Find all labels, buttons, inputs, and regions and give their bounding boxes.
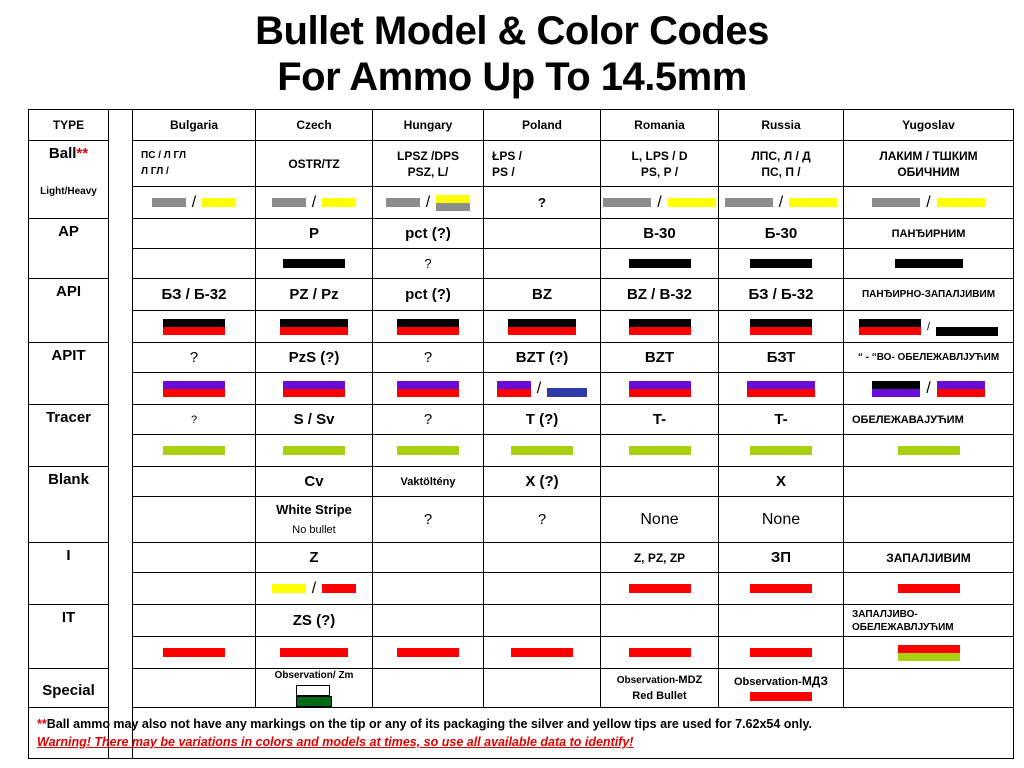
header-czech: Czech <box>256 110 373 141</box>
it-color-yugoslav <box>844 637 1014 669</box>
header-poland: Poland <box>484 110 601 141</box>
ball-color-bulgaria: / <box>133 187 256 219</box>
it-color-bulgaria <box>133 637 256 669</box>
blank-czech: Cv <box>256 467 373 497</box>
apit-color-yugoslav: / <box>844 373 1014 405</box>
ap-color-russia <box>719 249 844 279</box>
i-color-poland <box>484 573 601 605</box>
type-ap: AP <box>29 219 109 279</box>
ap-czech: P <box>256 219 373 249</box>
color-code-table <box>28 109 1014 759</box>
it-yugoslav: ЗАПАЛJИВО- ОБЕЛЕЖАВЛJУЋИМ <box>844 605 1014 637</box>
ap-color-hungary: ? <box>373 249 484 279</box>
special-czech: Observation/ Zm <box>256 669 373 708</box>
ap-bulgaria <box>133 219 256 249</box>
tracer-color-hungary <box>373 435 484 467</box>
apit-color-poland: / <box>484 373 601 405</box>
apit-poland: BZT (?) <box>484 343 601 373</box>
api-color-yugoslav: / <box>844 311 1014 343</box>
yellow-tip <box>668 198 716 207</box>
blank-bulgaria <box>133 467 256 497</box>
blank-romania <box>601 467 719 497</box>
i-hungary <box>373 543 484 573</box>
i-yugoslav: ЗАПАЛJИВИМ <box>844 543 1014 573</box>
api-romania: BZ / B-32 <box>601 279 719 311</box>
api-russia: БЗ / Б-32 <box>719 279 844 311</box>
silver-tip <box>386 198 420 207</box>
ap-color-yugoslav <box>844 249 1014 279</box>
api-yugoslav: ПАНЂИРНО-ЗАПАЛJИВИМ <box>844 279 1014 311</box>
blank-russia: X <box>719 467 844 497</box>
ball-hungary: LPSZ /DPS PSZ, L/ <box>373 141 484 187</box>
tracer-color-romania <box>601 435 719 467</box>
i-color-romania <box>601 573 719 605</box>
lime-tip <box>283 446 345 455</box>
black-tip <box>895 259 963 268</box>
type-it: IT <box>29 605 109 669</box>
ball-yugoslav: ЛАКИМ / ТШКИМ ОБИЧНИМ <box>844 141 1014 187</box>
ball-subtitle: Light/Heavy <box>40 186 97 197</box>
blank-color-romania: None <box>601 497 719 543</box>
lime-tip <box>629 446 691 455</box>
i-poland <box>484 543 601 573</box>
apit-color-row <box>29 373 1014 405</box>
silver-tip <box>725 198 773 207</box>
yellow-tip <box>937 198 985 207</box>
blank-color-poland: ? <box>484 497 601 543</box>
apit-bulgaria: ? <box>133 343 256 373</box>
black-tip <box>750 259 812 268</box>
blank-color-czech: White Stripe No bullet <box>256 497 373 543</box>
i-color-czech: / <box>256 573 373 605</box>
ball-bulgaria: ПС / Л ГЛ Л ГЛ / <box>133 141 256 187</box>
special-russia: Observation-МДЗ <box>719 669 844 708</box>
apit-color-czech <box>256 373 373 405</box>
i-russia: ЗП <box>719 543 844 573</box>
special-yugoslav <box>844 669 1014 708</box>
header-romania: Romania <box>601 110 719 141</box>
header-hungary: Hungary <box>373 110 484 141</box>
apit-hungary: ? <box>373 343 484 373</box>
ap-poland <box>484 219 601 249</box>
lime-tip <box>511 446 573 455</box>
blank-yugoslav <box>844 467 1014 497</box>
footer-note-ball: **Ball ammo may also not have any markings on the tip or any of its packaging the silver and yellow tips are used for 7.62x54 only. <box>37 717 813 731</box>
api-model-row <box>29 279 1014 311</box>
lime-tip <box>750 446 812 455</box>
i-color-bulgaria <box>133 573 256 605</box>
ap-color-czech <box>256 249 373 279</box>
apit-color-bulgaria <box>133 373 256 405</box>
ap-hungary: pct (?) <box>373 219 484 249</box>
tracer-model-row <box>29 405 1014 435</box>
i-color-hungary <box>373 573 484 605</box>
header-row <box>29 110 1014 141</box>
it-russia <box>719 605 844 637</box>
silver-tip <box>603 198 651 207</box>
i-bulgaria <box>133 543 256 573</box>
api-color-romania <box>601 311 719 343</box>
apit-color-romania <box>601 373 719 405</box>
i-color-yugoslav <box>844 573 1014 605</box>
ap-model-row <box>29 219 1014 249</box>
ball-color-czech: / <box>256 187 373 219</box>
footer-notes <box>29 708 1014 759</box>
api-hungary: pct (?) <box>373 279 484 311</box>
yellow-tip <box>202 198 236 207</box>
api-poland: BZ <box>484 279 601 311</box>
tracer-russia: T- <box>719 405 844 435</box>
ball-color-poland: ? <box>484 187 601 219</box>
type-special: Special <box>29 669 109 708</box>
silver-tip <box>436 203 470 211</box>
blank-hungary: Vaktöltény <box>373 467 484 497</box>
ball-czech: OSTR/TZ <box>256 141 373 187</box>
ap-yugoslav: ПАНЂИРНИМ <box>844 219 1014 249</box>
api-color-poland <box>484 311 601 343</box>
ball-model-row <box>29 141 1014 187</box>
blank-color-bulgaria <box>133 497 256 543</box>
tracer-color-yugoslav <box>844 435 1014 467</box>
black-tip <box>283 259 345 268</box>
ap-color-poland <box>484 249 601 279</box>
api-bulgaria: БЗ / Б-32 <box>133 279 256 311</box>
api-color-bulgaria <box>133 311 256 343</box>
header-bulgaria: Bulgaria <box>133 110 256 141</box>
special-hungary <box>373 669 484 708</box>
lime-tip <box>163 446 225 455</box>
tracer-color-poland <box>484 435 601 467</box>
apit-russia: БЗТ <box>719 343 844 373</box>
ball-color-romania: / <box>601 187 719 219</box>
it-bulgaria <box>133 605 256 637</box>
apit-model-row <box>29 343 1014 373</box>
it-model-row <box>29 605 1014 637</box>
lime-tip <box>397 446 459 455</box>
it-czech: ZS (?) <box>256 605 373 637</box>
ball-color-hungary: / <box>373 187 484 219</box>
tracer-color-russia <box>719 435 844 467</box>
header-blank <box>109 110 133 759</box>
apit-czech: PzS (?) <box>256 343 373 373</box>
it-color-poland <box>484 637 601 669</box>
header-yugoslav: Yugoslav <box>844 110 1014 141</box>
tracer-czech: S / Sv <box>256 405 373 435</box>
ap-color-row <box>29 249 1014 279</box>
apit-yugoslav: “ - “ВО- ОБЕЛЕЖАВЛJУЋИМ <box>844 343 1014 373</box>
it-color-russia <box>719 637 844 669</box>
api-color-row <box>29 311 1014 343</box>
it-poland <box>484 605 601 637</box>
yellow-tip <box>789 198 837 207</box>
special-romania: Observation-MDZ Red Bullet <box>601 669 719 708</box>
api-czech: PZ / Pz <box>256 279 373 311</box>
i-color-russia <box>719 573 844 605</box>
blank-color-row <box>29 497 1014 543</box>
special-poland <box>484 669 601 708</box>
type-blank: Blank <box>29 467 109 543</box>
special-row <box>29 669 1014 708</box>
it-color-row <box>29 637 1014 669</box>
i-czech: Z <box>256 543 373 573</box>
ap-russia: Б-30 <box>719 219 844 249</box>
incendiary-model-row <box>29 543 1014 573</box>
ball-russia: ЛПС, Л / Д ПС, П / <box>719 141 844 187</box>
api-color-hungary <box>373 311 484 343</box>
tracer-yugoslav: ОБЕЛЕЖАВАЈУЋИМ <box>844 405 1014 435</box>
api-color-czech <box>256 311 373 343</box>
tracer-color-bulgaria <box>133 435 256 467</box>
header-type: TYPE <box>29 110 109 141</box>
it-color-romania <box>601 637 719 669</box>
silver-tip <box>872 198 920 207</box>
it-color-czech <box>256 637 373 669</box>
blank-color-yugoslav <box>844 497 1014 543</box>
yellow-tip <box>322 198 356 207</box>
i-romania: Z, PZ, ZP <box>601 543 719 573</box>
tracer-romania: T- <box>601 405 719 435</box>
ball-color-russia: / <box>719 187 844 219</box>
tracer-bulgaria: ? <box>133 405 256 435</box>
footer-row <box>29 708 1014 759</box>
tracer-color-czech <box>256 435 373 467</box>
it-hungary <box>373 605 484 637</box>
blank-poland: X (?) <box>484 467 601 497</box>
header-russia: Russia <box>719 110 844 141</box>
special-bulgaria <box>133 669 256 708</box>
type-ball: Ball** Light/Heavy <box>29 141 109 219</box>
ap-color-bulgaria <box>133 249 256 279</box>
apit-romania: BZT <box>601 343 719 373</box>
type-incendiary: I <box>29 543 109 605</box>
incendiary-color-row <box>29 573 1014 605</box>
blank-color-russia: None <box>719 497 844 543</box>
ball-romania: L, LPS / D PS, P / <box>601 141 719 187</box>
footer-warning: Warning! There may be variations in colors and models at times, so use all available data to identify! <box>37 735 634 749</box>
type-api: API <box>29 279 109 343</box>
apit-color-russia <box>719 373 844 405</box>
title-line-2: For Ammo Up To 14.5mm <box>277 55 747 99</box>
silver-tip <box>272 198 306 207</box>
yellow-tip <box>436 195 470 203</box>
ap-color-romania <box>601 249 719 279</box>
tracer-hungary: ? <box>373 405 484 435</box>
type-apit: APIT <box>29 343 109 405</box>
page-title <box>0 8 1024 100</box>
ball-color-yugoslav: / <box>844 187 1014 219</box>
api-color-russia <box>719 311 844 343</box>
it-color-hungary <box>373 637 484 669</box>
lime-tip <box>898 446 960 455</box>
title-line-1: Bullet Model & Color Codes <box>255 9 769 53</box>
type-tracer: Tracer <box>29 405 109 467</box>
tracer-color-row <box>29 435 1014 467</box>
blank-model-row <box>29 467 1014 497</box>
silver-tip <box>152 198 186 207</box>
black-tip <box>629 259 691 268</box>
ap-romania: B-30 <box>601 219 719 249</box>
it-romania <box>601 605 719 637</box>
tracer-poland: T (?) <box>484 405 601 435</box>
ball-poland: ŁPS / PS / <box>484 141 601 187</box>
apit-color-hungary <box>373 373 484 405</box>
ball-color-row <box>29 187 1014 219</box>
blank-color-hungary: ? <box>373 497 484 543</box>
